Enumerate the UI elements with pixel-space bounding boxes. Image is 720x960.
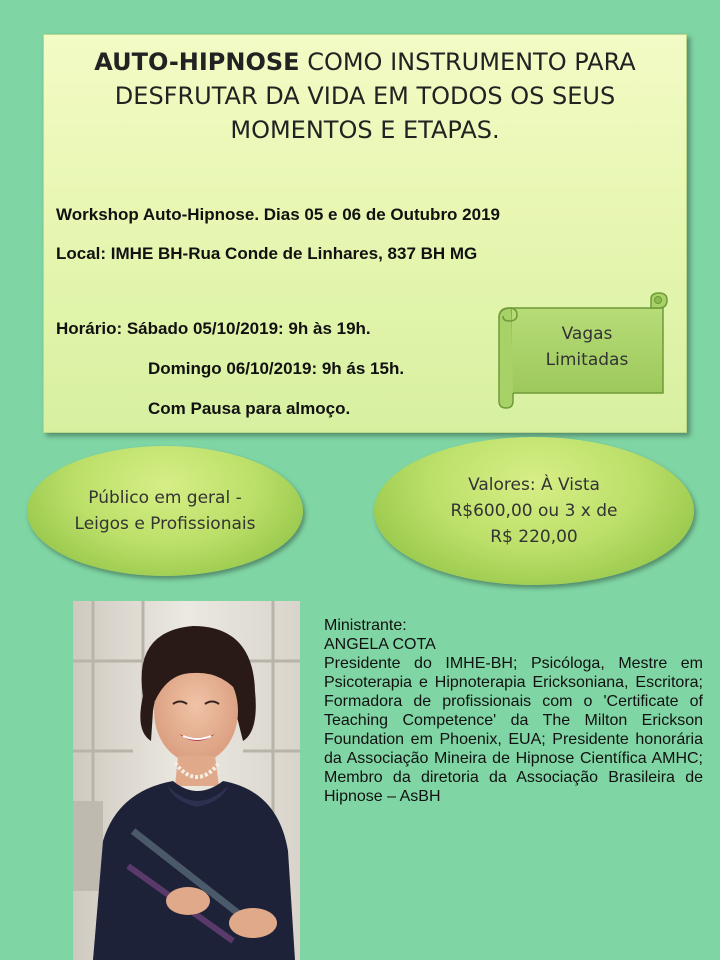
- instructor-name: ANGELA COTA: [324, 636, 436, 653]
- title-line2: DESFRUTAR DA VIDA EM TODOS OS SEUS: [114, 82, 616, 110]
- instructor-bio: [324, 616, 703, 806]
- price-line1: Valores: À Vista: [468, 475, 600, 495]
- schedule-sunday: Domingo 06/10/2019: 9h ás 15h.: [148, 359, 405, 378]
- bio-description: Presidente do IMHE-BH; Psicóloga, Mestre em Psicoterapia e Hipnoterapia Ericksoniana, Escritora; Formadora de profissionais com o 'Certificate of Teaching Competence' da The Milton Erickson Foundation em Phoenix, EUA; Presidente honorária da Associação Mineira de Hipnose Científica AMHC; Membro da diretoria da Associação Brasileira de Hipnose – AsBH: [324, 655, 703, 805]
- title-bold: AUTO-HIPNOSE: [94, 48, 300, 76]
- price-oval: [374, 437, 694, 585]
- scroll-text: [519, 321, 655, 373]
- scroll-line2: Limitadas: [545, 350, 629, 370]
- audience-line1: Público em geral -: [88, 488, 242, 508]
- instructor-photo: [73, 601, 300, 960]
- lunch-break: Com Pausa para almoço.: [148, 399, 351, 418]
- limited-seats-scroll: [495, 291, 673, 409]
- schedule-saturday: Horário: Sábado 05/10/2019: 9h às 19h.: [56, 319, 371, 338]
- workshop-dates: Workshop Auto-Hipnose. Dias 05 e 06 de Outubro 2019: [56, 205, 500, 224]
- title-line1: COMO INSTRUMENTO PARA: [299, 48, 636, 76]
- page-title: [44, 45, 686, 147]
- audience-oval: [27, 446, 303, 576]
- audience-line2: Leigos e Profissionais: [74, 514, 256, 534]
- portrait-illustration: [73, 601, 300, 960]
- title-line3: MOMENTOS E ETAPAS.: [230, 116, 500, 144]
- price-line2: R$600,00 ou 3 x de: [450, 501, 618, 521]
- scroll-line1: Vagas: [561, 324, 613, 344]
- bio-label: Ministrante:: [324, 617, 407, 634]
- price-line3: R$ 220,00: [490, 527, 578, 547]
- location: Local: IMHE BH-Rua Conde de Linhares, 837 BH MG: [56, 244, 478, 263]
